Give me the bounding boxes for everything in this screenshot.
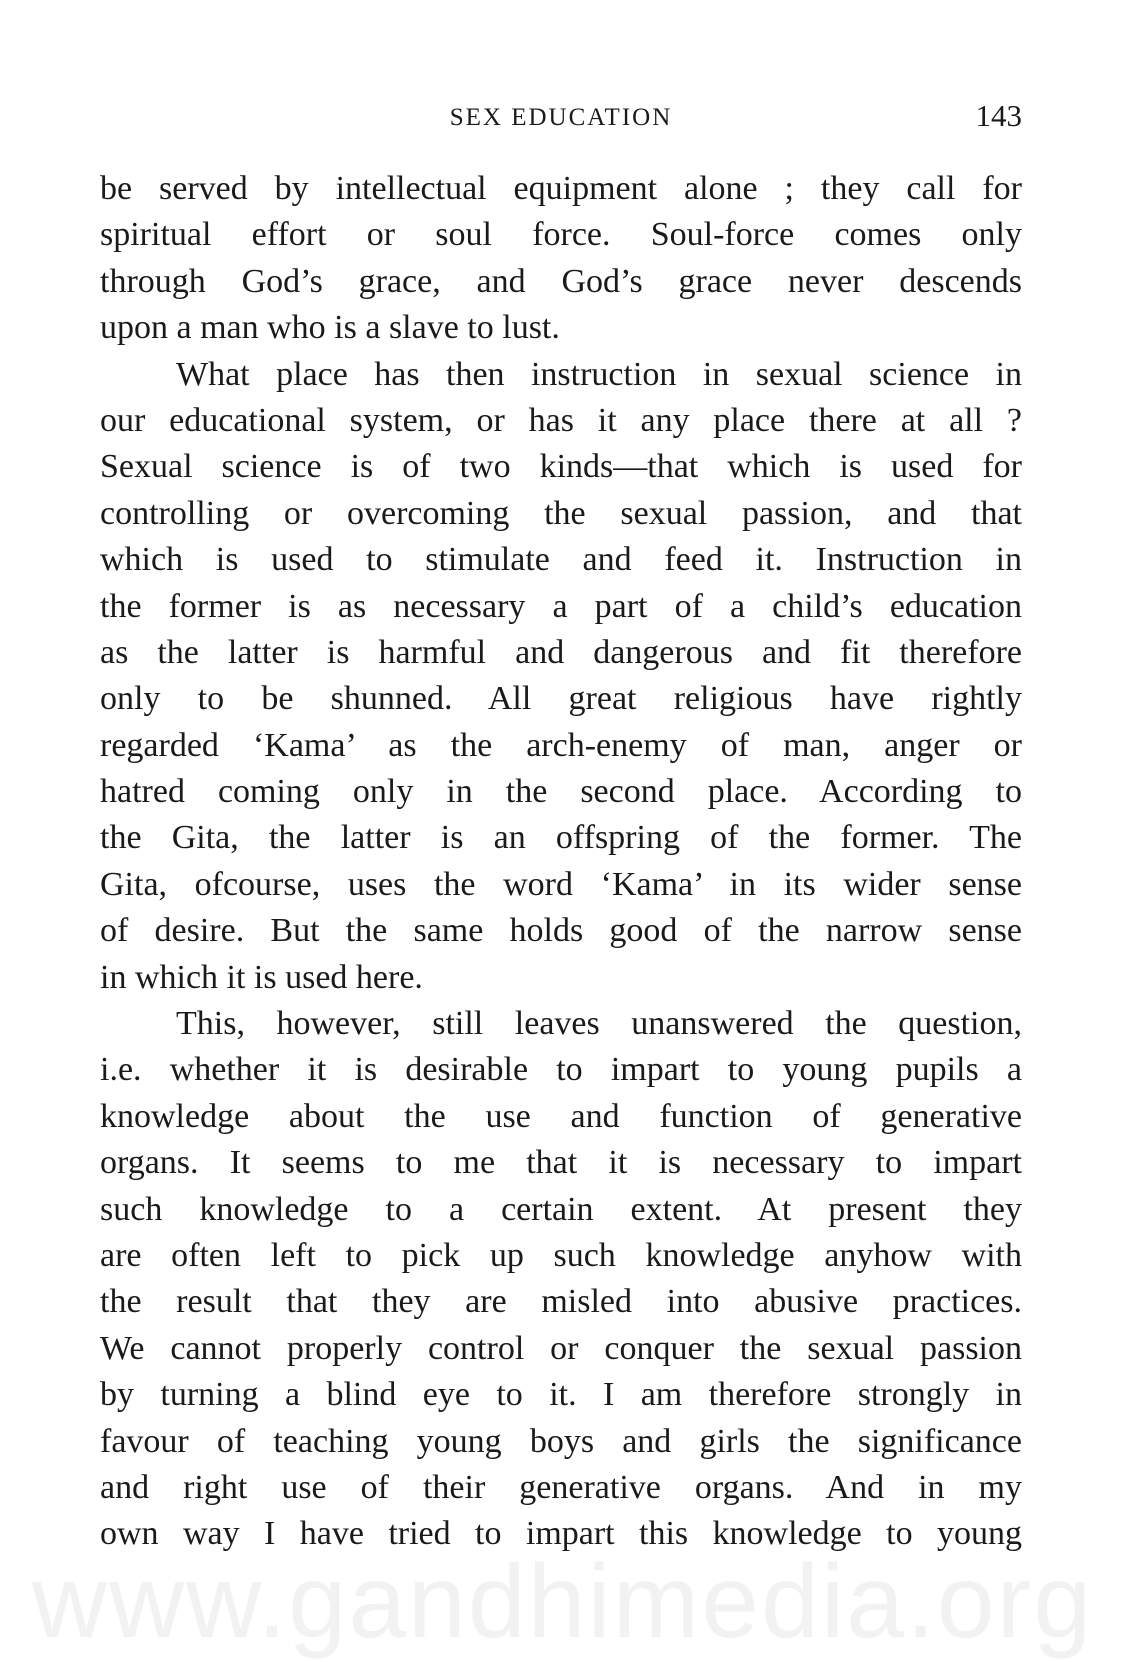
- text-line: controlling or overcoming the sexual passion, and that: [100, 494, 1022, 532]
- text-line: are often left to pick up such knowledge anyhow with: [100, 1236, 1022, 1274]
- text-line: favour of teaching young boys and girls the significance: [100, 1422, 1022, 1460]
- running-head: [100, 98, 1022, 138]
- text-line: hatred coming only in the second place. According to: [100, 773, 1022, 811]
- text-line: which is used to stimulate and feed it. Instruction in: [100, 541, 1022, 579]
- text-line: spiritual effort or soul force. Soul-force comes only: [100, 216, 1022, 254]
- text-line: i.e. whether it is desirable to impart to young pupils a: [100, 1051, 1022, 1089]
- text-line: the Gita, the latter is an offspring of the former. The: [100, 819, 1022, 857]
- text-line: in which it is used here.: [100, 958, 423, 996]
- text-line: the result that they are misled into abusive practices.: [100, 1283, 1022, 1321]
- text-line: regarded ‘Kama’ as the arch-enemy of man, anger or: [100, 726, 1022, 764]
- text-line: the former is as necessary a part of a child’s education: [100, 587, 1022, 625]
- text-line: What place has then instruction in sexual science in: [176, 355, 1022, 393]
- text-line: Sexual science is of two kinds—that which is used for: [100, 448, 1022, 486]
- running-title: SEX EDUCATION: [449, 104, 673, 131]
- text-line: own way I have tried to impart this knowledge to young: [100, 1515, 1022, 1553]
- page-number: 143: [975, 98, 1022, 133]
- text-line: as the latter is harmful and dangerous and fit therefore: [100, 633, 1022, 671]
- body-text: [100, 166, 1022, 1558]
- text-line: such knowledge to a certain extent. At present they: [100, 1190, 1022, 1228]
- text-line: upon a man who is a slave to lust.: [100, 309, 560, 347]
- text-line: by turning a blind eye to it. I am therefore strongly in: [100, 1376, 1022, 1414]
- text-line: be served by intellectual equipment alone ; they call for: [100, 170, 1022, 207]
- text-line: through God’s grace, and God’s grace never descends: [100, 262, 1022, 300]
- text-line: knowledge about the use and function of generative: [100, 1097, 1022, 1135]
- text-line: only to be shunned. All great religious have rightly: [100, 680, 1022, 718]
- text-line: our educational system, or has it any place there at all ?: [100, 401, 1022, 439]
- text-line: Gita, ofcourse, uses the word ‘Kama’ in its wider sense: [100, 865, 1022, 903]
- text-line: We cannot properly control or conquer the sexual passion: [100, 1329, 1022, 1367]
- text-line: organs. It seems to me that it is necessary to impart: [100, 1144, 1022, 1182]
- text-line: of desire. But the same holds good of the narrow sense: [100, 912, 1022, 950]
- text-line: and right use of their generative organs. And in my: [100, 1468, 1022, 1506]
- text-line: This, however, still leaves unanswered the question,: [176, 1005, 1022, 1043]
- watermark: www.gandhimedia.org: [31, 1544, 1094, 1660]
